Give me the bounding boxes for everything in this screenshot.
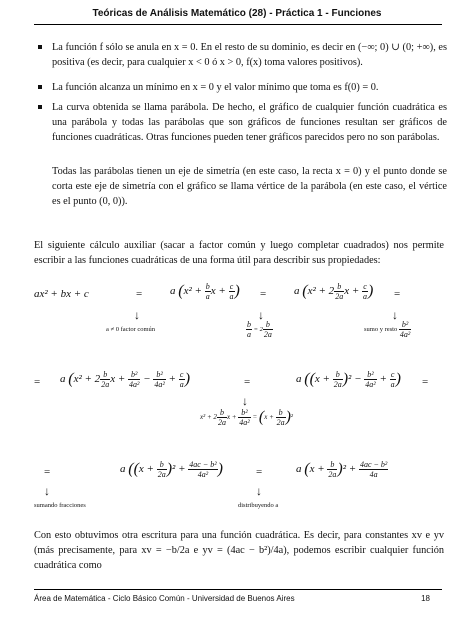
down-arrow-icon: ↓ [258,308,264,322]
note-identity: x² + 2 $\frac{b}{2a}$ x + $\frac{\text{b²}}{\text{4a²}}$ = (x + $\frac{b}{2a}$ )² [200,408,294,427]
footer-text: Área de Matemática - Ciclo Básico Común - Universidad de Buenos Aires [34,594,295,603]
bullet-marker [38,85,42,89]
equals-sign: = [260,288,267,300]
note-rewrite: $\frac{b}{a}$ = 2 $\frac{b}{2a}$ [247,320,272,339]
equals-sign: = [136,288,143,300]
expr-sum-rest: a (x² + 2 $\frac{b}{2a}$ x + $\frac{\text{b²}}{\text{4a²}}$ − $\frac{\text{b²}}{\text{4a²}}$ + $\frac{c}{a}$ ) [60,370,191,389]
down-arrow-icon: ↓ [256,484,262,498]
bullet-marker [38,45,42,49]
intro-paragraph: El siguiente cálculo auxiliar (sacar a factor común y luego completar cuadrados) nos permite escribir a las funciones cuadráticas de una forma útil para describir sus propiedades: [34,240,444,266]
expr-complete: a (x² + 2 $\frac{b}{2a}$ x + $\frac{c}{a}$ ) [294,282,374,301]
page-header: Teóricas de Análisis Matemático (28) - Práctica 1 - Funciones [92,8,382,19]
bullet-marker [38,105,42,109]
note-fractions: sumando fracciones [34,502,86,509]
expr-combined: a ((x + $\frac{b}{2a}$ )² + $\frac{\text{4ac − b²}}{\text{4a²}}$ ) [120,460,223,479]
expr-vertex: a (x + $\frac{b}{2a}$ )² + $\frac{\text{4ac − b²}}{4a}$ [296,460,388,479]
bullet-item [52,100,447,145]
bullet-item [52,40,447,70]
expr-square: a ((x + $\frac{b}{2a}$ )² − $\frac{\text{b²}}{\text{4a²}}$ + $\frac{c}{a}$ ) [296,370,401,389]
down-arrow-icon: ↓ [134,308,140,322]
derivation-block [34,280,444,530]
equals-sign: = [44,466,51,478]
note-distribute: distribuyendo a [238,502,279,509]
bullet-continuation: Todas las parábolas tienen un eje de simetría (en este caso, la recta x = 0) y el punto donde se corta este eje de simetría con el gráfico se llama vértice de la parábola (en este caso, el vértice es el punto (0, 0)). [52,166,447,207]
page-number: 18 [421,594,430,603]
bullet-text: La curva obtenida se llama parábola. De hecho, el gráfico de cualquier función cuadrática es una parábola y todas las parábolas que son gráficos de funciones resultan ser gráficos de funciones cuadráticas. Otras funciones pueden tener gráficos parecidos pero no son parábolas. [52,102,447,143]
bullet-item [52,80,447,95]
equals-sign: = [34,376,41,388]
note-sum: sumo y resto $\frac{\text{b²}}{\text{4a²}}$ [364,320,411,339]
equals-sign: = [244,376,251,388]
page-footer [34,594,440,603]
equals-sign: = [394,288,401,300]
expr-factor: a (x² + $\frac{b}{a}$ x + $\frac{c}{a}$ ) [170,282,240,301]
footer-rule [34,589,442,590]
bullet-text: La función alcanza un mínimo en x = 0 y el valor mínimo que toma es f(0) = 0. [52,82,379,93]
down-arrow-icon: ↓ [242,394,248,408]
header-rule [34,24,442,25]
down-arrow-icon: ↓ [392,308,398,322]
conclusion-paragraph: Con esto obtuvimos otra escritura para una función cuadrática. Es decir, para constantes xv e yv (más precisamente, para xv = −b/2a e yv = (4ac − b²)/4a), podemos escribir cualquier función cuadrática como [34,530,444,571]
bullet-text: La función f sólo se anula en x = 0. En el resto de su dominio, es decir en (−∞; 0) ∪ (0; +∞), es positiva (es decir, para cualquier x < 0 ó x > 0, f(x) toma valores positivos). [52,42,447,68]
equals-sign: = [422,376,429,388]
equals-sign: = [256,466,263,478]
down-arrow-icon: ↓ [44,484,50,498]
note-factor: a ≠ 0 factor común [106,326,156,333]
expr-quadratic: ax² + bx + c [34,288,89,300]
